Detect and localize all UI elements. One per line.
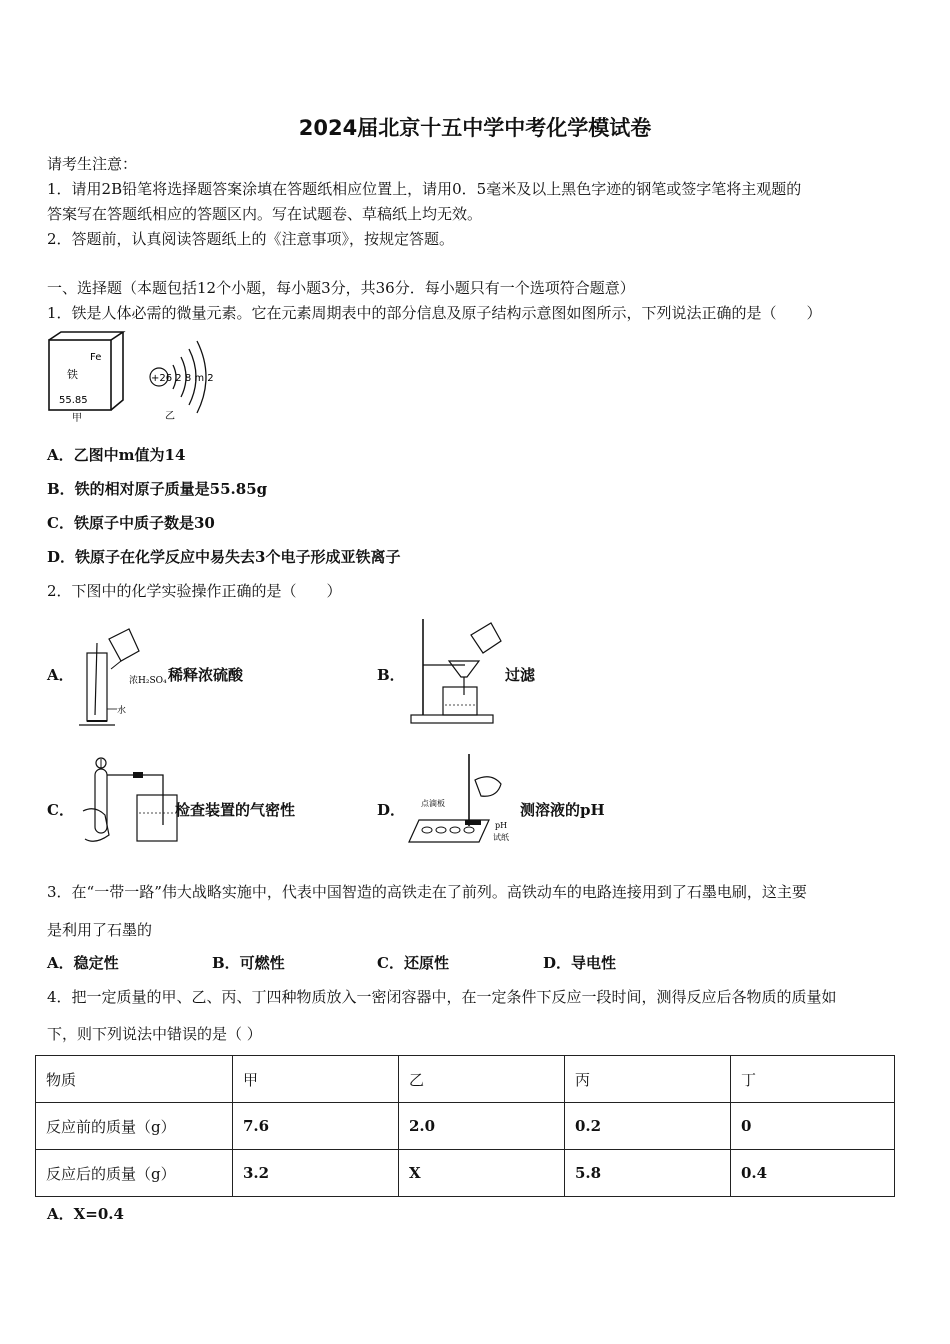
notice-line2: 2．答题前，认真阅读答题纸上的《注意事项》，按规定答题。 [47,230,455,248]
q1-option-d[interactable]: D．铁原子在化学反应中易失去3个电子形成亚铁离子 [47,548,401,566]
q3-option-d[interactable]: D．导电性 [543,954,617,972]
mass-table [35,1055,895,1197]
acid-label: 浓H₂SO₄ [129,676,167,686]
q4-stem: 4．把一定质量的甲、乙、丙、丁四种物质放入一密闭容器中，在一定条件下反应一段时间，测得反应后各物质的质量如 [47,988,837,1006]
figure-label-b: 乙 [165,411,175,422]
q2-caption-c: 检查装置的气密性 [175,801,296,819]
table-cell: 2.0 [399,1103,565,1150]
q2-stem: 2．下图中的化学实验操作正确的是（ ） [47,582,342,600]
dilute-acid-figure [75,625,175,730]
element-symbol: Fe [90,352,102,363]
ph-test-figure [405,750,515,850]
table-cell: X [399,1150,565,1197]
table-cell: 0.4 [731,1150,895,1197]
q2-option-c-letter[interactable]: C． [47,801,74,819]
q2-option-a-letter[interactable]: A． [47,666,74,684]
table-cell: 3.2 [233,1150,399,1197]
table-cell: 反应前的质量（g） [36,1103,233,1150]
q2-caption-d: 测溶液的pH [520,801,605,819]
table-header-cell: 乙 [399,1056,565,1103]
q2-option-b-letter[interactable]: B． [377,666,405,684]
table-cell: 5.8 [565,1150,731,1197]
notice-heading: 请考生注意： [47,155,138,173]
atom-numbers: +26 2 8 m 2 [151,373,214,384]
q4-stem-cont: 下，则下列说法中错误的是（ ） [47,1025,262,1043]
notice-line1-cont: 答案写在答题纸相应的答题区内。写在试题卷、草稿纸上均无效。 [47,205,483,223]
section-heading: 一、选择题（本题包括12个小题，每小题3分，共36分．每小题只有一个选项符合题意） [47,279,635,297]
table-cell: 反应后的质量（g） [36,1150,233,1197]
filtration-figure [405,615,505,727]
table-header-cell: 物质 [36,1056,233,1103]
figure-label-a: 甲 [72,413,82,424]
table-row [36,1103,895,1150]
element-cell-figure [45,330,135,425]
page-title: 2024届北京十五中学中考化学模试卷 [298,116,652,140]
element-name: 铁 [67,368,78,381]
table-cell: 0.2 [565,1103,731,1150]
q1-option-c[interactable]: C．铁原子中质子数是30 [47,514,215,532]
q3-stem-cont: 是利用了石墨的 [47,921,153,939]
q3-stem: 3．在“一带一路”伟大战略实施中，代表中国智造的高铁走在了前列。高铁动车的电路连接用到了石墨电刷，这主要 [47,883,807,901]
q1-option-b[interactable]: B．铁的相对原子质量是55.85g [47,480,268,498]
table-row [36,1150,895,1197]
q3-option-a[interactable]: A．稳定性 [47,954,119,972]
notice-line1: 1．请用2B铅笔将选择题答案涂填在答题纸相应位置上，请用0．5毫米及以上黑色字迹的钢笔或签字笔将主观题的 [47,180,802,198]
q2-caption-b: 过滤 [505,666,536,684]
q2-caption-a: 稀释浓硫酸 [168,666,244,684]
q1-stem: 1．铁是人体必需的微量元素。它在元素周期表中的部分信息及原子结构示意图如图所示，下列说法正确的是（ ） [47,304,822,322]
q2-option-d-letter[interactable]: D． [377,801,406,819]
table-cell: 7.6 [233,1103,399,1150]
atom-structure-figure [145,335,220,425]
q4-option-a[interactable]: A．X=0.4 [47,1205,124,1223]
water-label: 水 [117,706,127,716]
airtightness-figure [75,755,175,850]
q1-option-a[interactable]: A．乙图中m值为14 [47,446,186,464]
table-header-cell: 丙 [565,1056,731,1103]
table-header-cell: 甲 [233,1056,399,1103]
ph-label: pH [495,821,508,830]
table-header-cell: 丁 [731,1056,895,1103]
table-header-row [36,1056,895,1103]
element-mass: 55.85 [59,395,88,406]
q3-option-c[interactable]: C．还原性 [377,954,449,972]
paper-label: 试纸 [493,833,509,842]
table-cell: 0 [731,1103,895,1150]
q3-option-b[interactable]: B．可燃性 [212,954,285,972]
plate-label: 点滴板 [421,799,445,808]
